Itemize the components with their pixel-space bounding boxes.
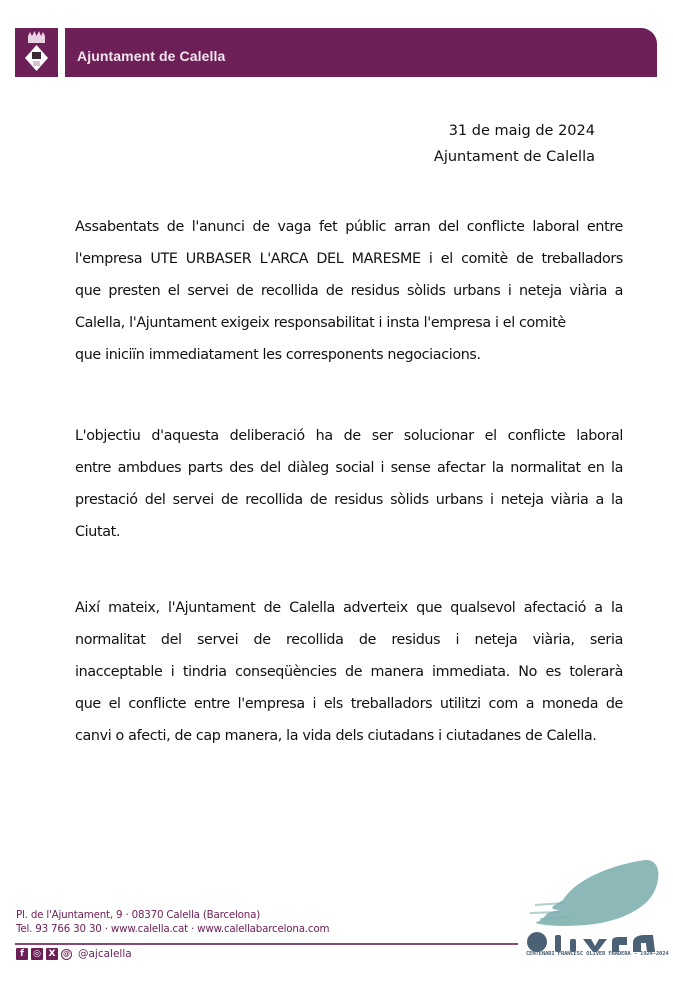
brush-stroke [535,860,658,926]
logo-letter-o [527,932,547,952]
instagram-icon[interactable]: ◎ [31,948,43,960]
header-title: Ajuntament de Calella [77,48,226,64]
footer-contact [16,908,329,936]
paragraph-line: entre ambdues parts des del diàleg social i sense afectar la normalitat en la [75,460,623,476]
logo-letter-e [612,937,627,952]
footer-phone-web: Tel. 93 766 30 30 · www.calella.cat · www.calellabarcelona.com [16,923,330,935]
x-icon[interactable]: X [46,948,58,960]
paragraph-line: que iniciïn immediatament les corresponents negociacions. [75,347,481,363]
letter-dateline [434,118,595,170]
paragraph-line: Assabentats de l'anunci de vaga fet públic arran del conflicte laboral entre [75,219,623,235]
paragraph-line: L'objectiu d'aquesta deliberació ha de ser solucionar el conflicte laboral [75,428,623,444]
paragraph-line: normalitat del servei de recollida de residus i neteja viària, seria [75,632,623,648]
centenary-caption: CENTENARI FRANCESC OLIVER FRADERA - 1924-2024 [526,951,669,957]
letter-date: 31 de maig de 2024 [448,123,595,139]
facebook-icon[interactable]: f [16,948,28,960]
paragraph-line: prestació del servei de recollida de residus sòlids urbans i neteja viària a la [75,492,623,508]
paragraph-line: inacceptable i tindria conseqüències de manera immediata. No es tolerarà [75,664,623,680]
paragraph-line: l'empresa UTE URBASER L'ARCA DEL MARESME i el comitè de treballadors [75,251,623,267]
letter-sender: Ajuntament de Calella [433,149,595,165]
logo-letter-l [555,935,561,952]
threads-icon[interactable]: @ [63,950,70,958]
paragraph-line: Ciutat. [75,524,121,540]
paragraph-line: Calella, l'Ajuntament exigeix responsabilitat i insta l'empresa i el comitè [75,315,566,331]
crest-icon [15,28,58,77]
paragraph-line: que el conflicte entre l'empresa i els treballadors utilitzi com a moneda de [75,696,623,712]
paragraph-2 [75,420,623,548]
coat-of-arms-logo [15,28,58,77]
paragraph-line: Així mateix, l'Ajuntament de Calella adverteix que qualsevol afectació a la [75,600,623,616]
footer-address: Pl. de l'Ajuntament, 9 · 08370 Calella (Barcelona) [16,909,261,921]
paragraph-1 [75,211,623,371]
paragraph-line: canvi o afecti, de cap manera, la vida dels ciutadans i ciutadanes de Calella. [75,728,597,744]
paragraph-line: que presten el servei de recollida de residus sòlids urbans i neteja viària a [75,283,623,299]
social-handle[interactable]: @ajcalella [78,948,132,960]
footer-divider [15,943,518,945]
social-links [16,948,132,960]
logo-letter-r [633,935,655,952]
header-banner [65,28,657,77]
paragraph-3 [75,592,623,752]
